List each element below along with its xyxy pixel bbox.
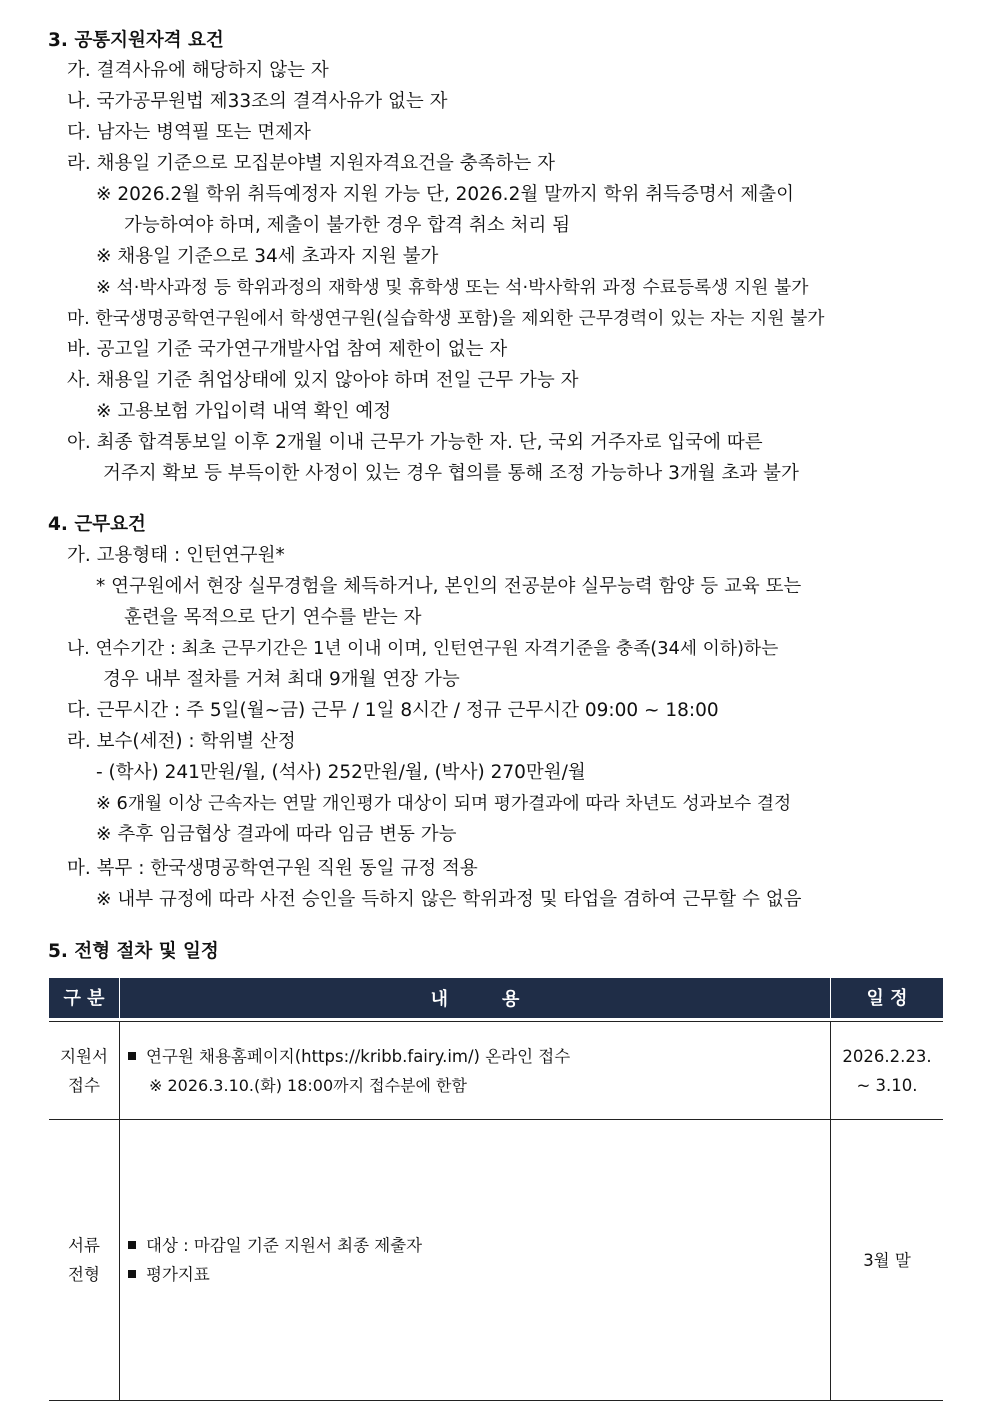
section-3-item-a: 아. 최종 합격통보일 이후 2개월 이내 근무가 가능한 자. 단, 국외 거주자로 입국에 따른 xyxy=(67,432,763,453)
section-5-title: 5. 전형 절차 및 일정 xyxy=(48,941,219,962)
row-schedule: 3월 말 xyxy=(831,1120,944,1401)
section-3-item-sa: 사. 채용일 기준 취업상태에 있지 않아야 하며 전일 근무 가능 자 xyxy=(67,370,579,391)
section-3-item-ma: 마. 한국생명공학연구원에서 학생연구원(실습학생 포함)을 제외한 근무경력이 있는 자는 지원 불가 xyxy=(67,308,825,329)
section-3-item-ra: 라. 채용일 기준으로 모집분야별 지원자격요건을 충족하는 자 xyxy=(67,153,555,174)
section-3-item-a-cont: 거주지 확보 등 부득이한 사정이 있는 경우 협의를 통해 조정 가능하나 3개월 초과 불가 xyxy=(103,463,799,484)
section-4-note-wage: ※ 추후 임금협상 결과에 따라 임금 변동 가능 xyxy=(96,824,457,845)
section-4-item-ma: 마. 복무 : 한국생명공학연구원 직원 동일 규정 적용 xyxy=(67,858,478,879)
bullet-square-icon xyxy=(128,1270,136,1278)
header-category: 구 분 xyxy=(49,978,120,1018)
header-schedule: 일 정 xyxy=(831,978,944,1018)
row-category: 지원서 접수 xyxy=(49,1022,120,1120)
section-4-item-da: 다. 근무시간 : 주 5일(월~금) 근무 / 1일 8시간 / 정규 근무시간 09:00 ~ 18:00 xyxy=(67,700,719,721)
section-4-salary: - (학사) 241만원/월, (석사) 252만원/월, (박사) 270만원/월 xyxy=(96,762,586,783)
table-row xyxy=(49,1022,943,1120)
row-schedule: 2026.2.23. ~ 3.10. xyxy=(831,1022,944,1120)
row-content: 연구원 채용홈페이지(https://kribb.fairy.im/) 온라인 접수 ※ 2026.3.10.(화) 18:00까지 접수분에 한함 xyxy=(120,1022,831,1120)
section-4-item-ra: 라. 보수(세전) : 학위별 산정 xyxy=(67,731,296,752)
section-4-footnote: * 연구원에서 현장 실무경험을 체득하거나, 본인의 전공분야 실무능력 함양 등 교육 또는 xyxy=(96,576,802,597)
section-4-title: 4. 근무요건 xyxy=(48,514,146,535)
section-4-note-rule: ※ 내부 규정에 따라 사전 승인을 득하지 않은 학위과정 및 타업을 겸하여 근무할 수 없음 xyxy=(96,889,802,910)
section-4-item-ga: 가. 고용형태 : 인턴연구원* xyxy=(67,545,285,566)
table-row xyxy=(49,1120,943,1401)
section-3-note-degree-cont: 가능하여야 하며, 제출이 불가한 경우 합격 취소 처리 됨 xyxy=(124,215,571,236)
section-3-note-age: ※ 채용일 기준으로 34세 초과자 지원 불가 xyxy=(96,246,439,267)
section-4-note-evaluation: ※ 6개월 이상 근속자는 연말 개인평가 대상이 되며 평가결과에 따라 차년도 성과보수 결정 xyxy=(96,793,792,814)
section-4-item-na: 나. 연수기간 : 최초 근무기간은 1년 이내 이며, 인턴연구원 자격기준을 충족(34세 이하)하는 xyxy=(67,638,779,659)
section-3-item-ga: 가. 결격사유에 해당하지 않는 자 xyxy=(67,60,329,81)
section-3-item-da: 다. 남자는 병역필 또는 면제자 xyxy=(67,122,311,143)
section-3-note-insurance: ※ 고용보험 가입이력 내역 확인 예정 xyxy=(96,401,392,422)
section-3-note-degree: ※ 2026.2월 학위 취득예정자 지원 가능 단, 2026.2월 말까지 학위 취득증명서 제출이 xyxy=(96,184,795,205)
section-4-item-na-cont: 경우 내부 절차를 거쳐 최대 9개월 연장 가능 xyxy=(103,669,460,690)
section-4-footnote-cont: 훈련을 목적으로 단기 연수를 받는 자 xyxy=(124,607,422,628)
schedule-table xyxy=(49,978,943,1401)
section-3-item-ba: 바. 공고일 기준 국가연구개발사업 참여 제한이 없는 자 xyxy=(67,339,508,360)
section-3-item-na: 나. 국가공무원법 제33조의 결격사유가 없는 자 xyxy=(67,91,448,112)
bullet-square-icon xyxy=(128,1241,136,1249)
bullet-square-icon xyxy=(128,1052,136,1060)
section-3-title: 3. 공통지원자격 요건 xyxy=(48,30,224,51)
section-3-note-student: ※ 석·박사과정 등 학위과정의 재학생 및 휴학생 또는 석·박사학위 과정 수료등록생 지원 불가 xyxy=(96,277,809,298)
header-content: 내 용 xyxy=(120,978,831,1018)
row-content: 대상 : 마감일 기준 지원서 최종 제출자 평가지표 xyxy=(120,1120,831,1401)
row-category: 서류 전형 xyxy=(49,1120,120,1401)
